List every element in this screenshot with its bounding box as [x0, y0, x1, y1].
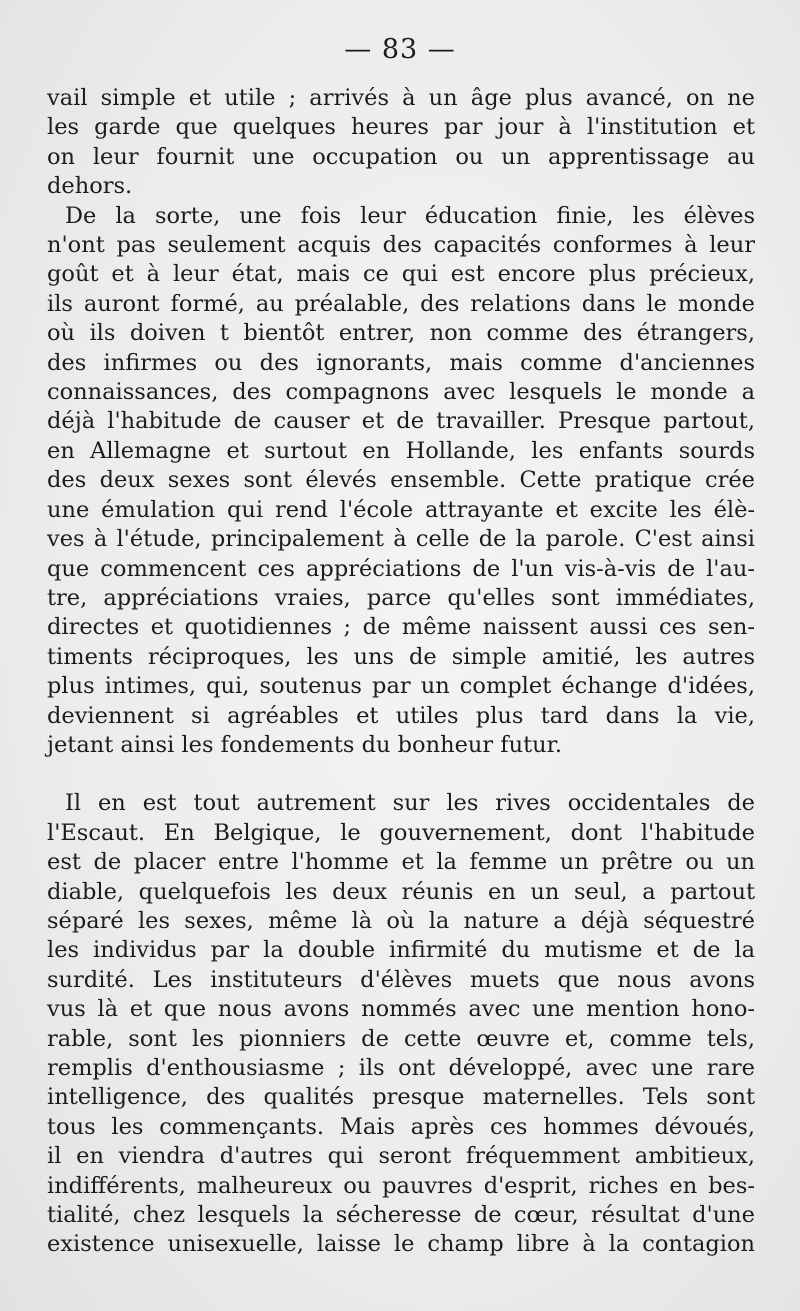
text-line: dehors. — [47, 173, 133, 200]
text-line: directes et quotidiennes ; de même naissent aussi ces sen- — [47, 614, 755, 641]
text-line: en Allemagne et surtout en Hollande, les enfants sourds — [47, 437, 755, 464]
text-line: des deux sexes sont élevés ensemble. Cette pratique crée — [47, 467, 755, 494]
text-line: des infirmes ou des ignorants, mais comme d'anciennes — [47, 349, 755, 376]
text-line: diable, quelquefois les deux réunis en un seul, a partout — [47, 878, 755, 905]
text-line: les garde que quelques heures par jour à l'institution et — [47, 114, 755, 141]
text-line: l'Escaut. En Belgique, le gouvernement, dont l'habitude — [47, 819, 755, 846]
text-line: tre, appréciations vraies, parce qu'elles sont immédiates, — [47, 584, 755, 611]
page-number: — 83 — — [344, 34, 456, 65]
text-line: les individus par la double infirmité du mutisme et de la — [47, 937, 755, 964]
text-line: on leur fournit une occupation ou un apprentissage au — [47, 143, 755, 170]
text-line: que commencent ces appréciations de l'un vis-à-vis de l'au- — [47, 555, 755, 582]
text-line: ils auront formé, au préalable, des relations dans le monde — [47, 290, 755, 317]
text-line: une émulation qui rend l'école attrayante et excite les élè- — [47, 496, 755, 523]
text-line: vus là et que nous avons nommés avec une mention hono- — [47, 996, 755, 1023]
text-line: plus intimes, qui, soutenus par un complet échange d'idées, — [47, 673, 755, 700]
text-line: déjà l'habitude de causer et de travailler. Presque partout, — [47, 408, 755, 435]
text-line: où ils doiven t bientôt entrer, non comme des étrangers, — [47, 320, 755, 347]
text-line: ves à l'étude, principalement à celle de la parole. C'est ainsi — [47, 526, 755, 553]
text-line: rable, sont les pionniers de cette œuvre et, comme tels, — [47, 1025, 755, 1052]
text-line: deviennent si agréables et utiles plus tard dans la vie, — [47, 702, 755, 729]
text-line: est de placer entre l'homme et la femme un prêtre ou un — [47, 849, 755, 876]
paragraph-1 — [47, 84, 755, 202]
text-line: surdité. Les instituteurs d'élèves muets que nous avons — [47, 966, 755, 993]
text-line: vail simple et utile ; arrivés à un âge plus avancé, on ne — [47, 85, 755, 111]
text-line: il en viendra d'autres qui seront fréquemment ambitieux, — [47, 1143, 755, 1170]
paragraph-3 — [47, 789, 755, 1260]
text-line: De la sorte, une fois leur éducation finie, les élèves — [65, 202, 755, 229]
text-line: intelligence, des qualités presque maternelles. Tels sont — [47, 1084, 755, 1111]
paragraph-2 — [47, 202, 755, 761]
text-line: séparé les sexes, même là où la nature a déjà séquestré — [47, 907, 755, 934]
text-line: tialité, chez lesquels la sécheresse de cœur, résultat d'une — [47, 1202, 755, 1229]
body-text — [47, 84, 755, 1260]
text-line: connaissances, des compagnons avec lesquels le monde a — [47, 379, 755, 406]
text-line: goût et à leur état, mais ce qui est encore plus précieux, — [47, 261, 755, 288]
text-line: tous les commençants. Mais après ces hommes dévoués, — [47, 1113, 755, 1140]
text-line: timents réciproques, les uns de simple amitié, les autres — [47, 643, 755, 670]
text-line: Il en est tout autrement sur les rives occidentales de — [65, 790, 755, 817]
paragraph-gap — [47, 760, 755, 789]
text-line: jetant ainsi les fondements du bonheur futur. — [47, 731, 563, 758]
text-line: existence unisexuelle, laisse le champ libre à la contagion — [47, 1231, 755, 1258]
text-line: indifférents, malheureux ou pauvres d'esprit, riches en bes- — [47, 1172, 755, 1199]
text-line: n'ont pas seulement acquis des capacités conformes à leur — [47, 232, 755, 259]
text-line: remplis d'enthousiasme ; ils ont développé, avec une rare — [47, 1055, 755, 1081]
